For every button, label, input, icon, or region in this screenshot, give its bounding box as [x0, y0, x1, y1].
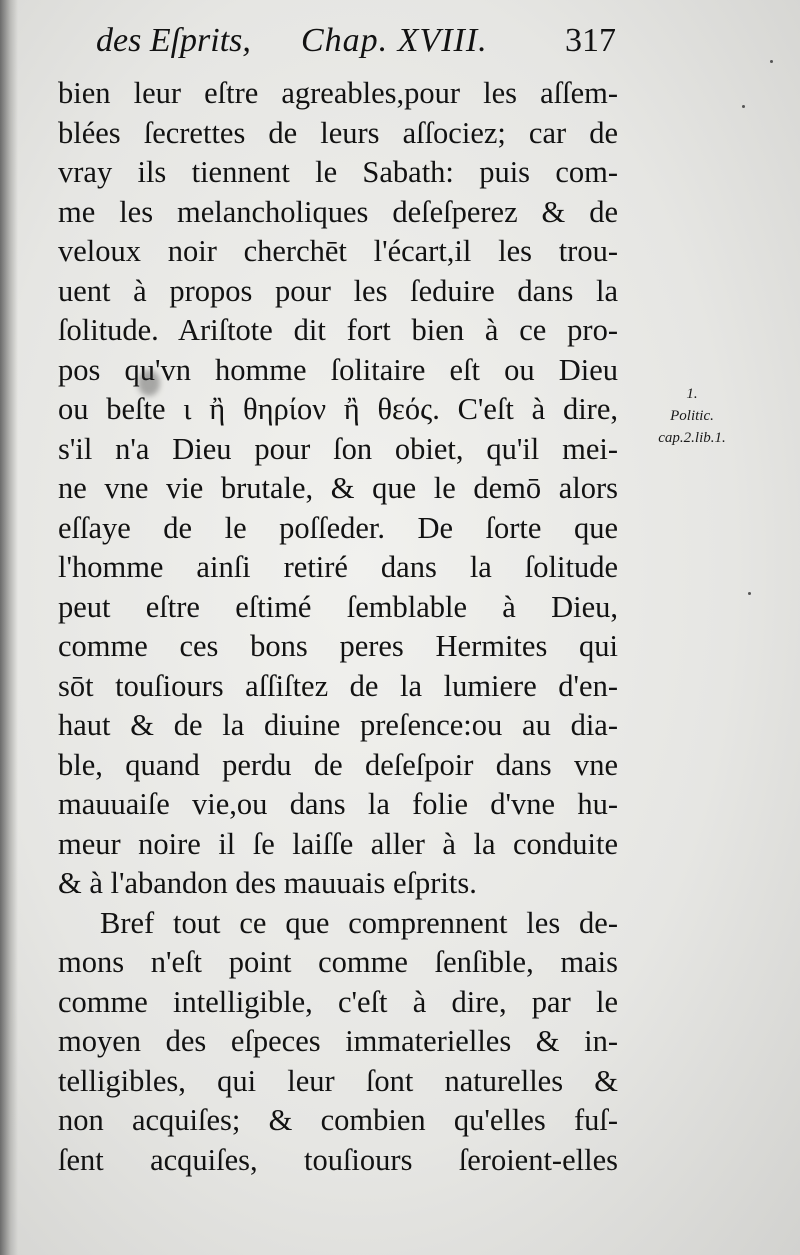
- text-line: l'homme ainſi retiré dans la ſolitude: [58, 550, 618, 584]
- text-line: ſent acquiſes, touſiours ſeroient-elles: [58, 1142, 618, 1177]
- margin-note-line: cap.2.lib.1.: [658, 430, 726, 446]
- text-line: pos qu'vn homme ſolitaire eſt ou Dieu: [58, 352, 618, 387]
- ink-blot: [138, 370, 160, 396]
- text-line: ble, quand perdu de deſeſpoir dans vne: [58, 747, 618, 782]
- page-gutter-shadow: [0, 0, 18, 1255]
- text-line: sōt touſiours aſſiſtez de la lumiere d'en-: [58, 668, 618, 703]
- text-line: blées ſecrettes de leurs aſſociez; car de: [58, 115, 618, 150]
- margin-note: [622, 383, 762, 449]
- text-line: veloux noir cherchēt l'écart,il les trou-: [58, 234, 618, 268]
- text-line: me les melancholiques deſeſperez & de: [58, 194, 618, 229]
- text-line: moyen des eſpeces immaterielles & in-: [58, 1024, 618, 1058]
- text-line: peut eſtre eſtimé ſemblable à Dieu,: [58, 589, 618, 624]
- text-line: haut & de la diuine preſence:ou au dia-: [58, 708, 618, 742]
- text-line: comme intelligible, c'eſt à dire, par le: [58, 984, 618, 1019]
- text-line: ou beſte ι ἢ θηρίον ἢ θεός. C'eſt à dire,: [58, 392, 618, 426]
- text-line: non acquiſes; & combien qu'elles fuſ-: [58, 1103, 618, 1137]
- text-line: eſſaye de le poſſeder. De ſorte que: [58, 510, 618, 545]
- text-line: telligibles, qui leur ſont naturelles &: [58, 1063, 618, 1098]
- text-line: Bref tout ce que comprennent les de-: [100, 905, 618, 940]
- text-line: uent à propos pour les ſeduire dans la: [58, 273, 618, 308]
- margin-note-line: Politic.: [670, 408, 714, 424]
- text-line: comme ces bons peres Hermites qui: [58, 629, 618, 663]
- header-title: des Eſprits,: [96, 22, 251, 59]
- text-line: vray ils tiennent le Sabath: puis com-: [58, 155, 618, 189]
- text-line: meur noire il ſe laiſſe aller à la conduite: [58, 826, 618, 861]
- paper-speck: [742, 105, 745, 108]
- text-line: mauuaiſe vie,ou dans la folie d'vne hu-: [58, 787, 618, 821]
- text-line: s'il n'a Dieu pour ſon obiet, qu'il mei-: [58, 431, 618, 466]
- text-line: & à l'abandon des mauuais eſprits.: [58, 866, 477, 900]
- page-number: 317: [565, 22, 616, 59]
- paper-speck: [770, 60, 773, 63]
- text-line: mons n'eſt point comme ſenſible, mais: [58, 945, 618, 979]
- text-line: bien leur eſtre agreables,pour les aſſem-: [58, 76, 618, 110]
- header-chapter: Chap. XVIII.: [301, 22, 488, 59]
- text-line: ne vne vie brutale, & que le demō alors: [58, 471, 618, 505]
- paper-speck: [748, 592, 751, 595]
- body-text: [58, 74, 618, 1180]
- margin-note-marker: 1.: [686, 386, 698, 402]
- text-line: ſolitude. Ariſtote dit fort bien à ce pro-: [58, 313, 618, 347]
